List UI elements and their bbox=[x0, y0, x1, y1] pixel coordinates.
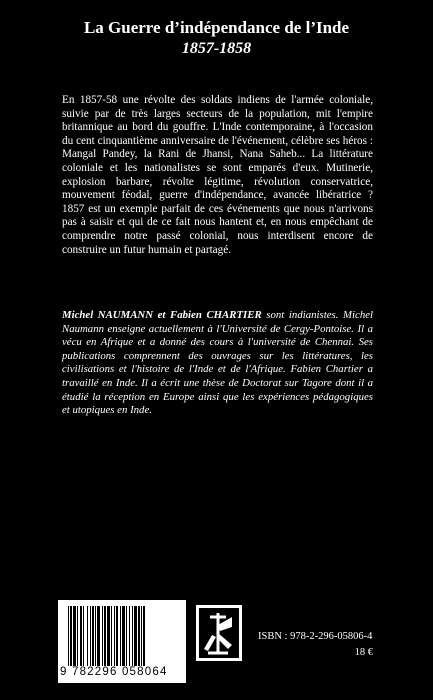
barcode bbox=[58, 600, 186, 683]
author-bio bbox=[62, 309, 373, 418]
back-cover-summary: En 1857-58 une révolte des soldats indiens de l'armée coloniale, suivie par de très larges secteurs de la population, mit l'empire britannique au bord du gouffre. L'Inde contemporaine, à l'occasion du cent cinquantième anniversaire de l'événement, célèbre ses héros : Mangal Pandey, la Rani de Jhansi, Nana Saheb... La littérature coloniale et les nationalistes se sont emparés d'eux. Mutinerie, explosion barbare, révolte légitime, révolution conservatrice, mouvement féodal, guerre d'indépendance, avancée libératrice ? 1857 est un exemple parfait de ces événements que nous n'arrivons pas à saisir et qui de ce fait nous hantent et, en nous empêchant de comprendre notre passé colonial, nous interdisent encore de construire un futur humain et partagé. bbox=[62, 94, 373, 256]
author-names: Michel NAUMANN et Fabien CHARTIER bbox=[62, 309, 262, 321]
barcode-digits: 9 782296 058064 bbox=[60, 666, 168, 678]
price-label: 18 € bbox=[354, 647, 373, 658]
author-bio-text: sont indianistes. Michel Naumann enseigne actuellement à l'Université de Cergy-Pontoise. Il a vécu en Afrique et a donné des cours à l'université de Chennai. Ses publications comprennent des ouvrages sur les littératures, les civilisations et l'histoire de l'Inde et de l'Afrique. Fabien Chartier a travaillé en Inde. Il a écrit une thèse de Doctorat sur Tagore dont il a étudié la réception en Europe ainsi que les expériences pédagogiques et utopiques en Inde. bbox=[62, 309, 374, 417]
book-subtitle: 1857-1858 bbox=[181, 40, 252, 57]
isbn-label: ISBN : 978-2-296-05806-4 bbox=[258, 631, 373, 642]
book-title: La Guerre d’indépendance de l’Inde bbox=[83, 18, 350, 37]
publisher-logo-icon bbox=[196, 605, 242, 661]
barcode-bars-icon bbox=[68, 606, 178, 666]
